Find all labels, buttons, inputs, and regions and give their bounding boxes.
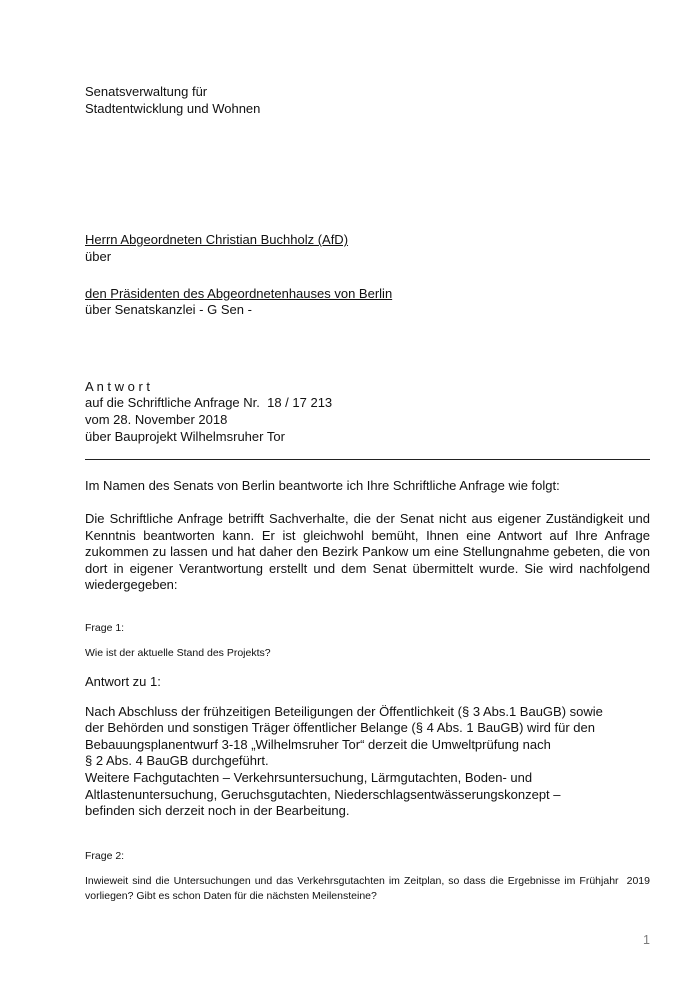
sender-line-2: Stadtentwicklung und Wohnen — [85, 100, 261, 116]
subject-block — [85, 379, 650, 446]
answer-1-line: Bebauungsplanentwurf 3-18 „Wilhelmsruher Tor“ derzeit die Umweltprüfung nach — [85, 736, 551, 752]
question-2-text: Inwieweit sind die Untersuchungen und das Verkehrsgutachten im Zeitplan, so dass die Ergebnisse im Frühjahr 2019 vorliegen? Gibt es schon Daten für die nächsten Meilensteine? — [85, 875, 653, 902]
preliminary-remark-paragraph: Die Schriftliche Anfrage betrifft Sachverhalte, die der Senat nicht aus eigener Zuständigkeit und Kenntnis beantworten kann. Er ist gleichwohl bemüht, Ihnen eine Antwort auf Ihre Anfrage zukommen zu lassen und hat daher den Bezirk Pankow um eine Stellungnahme gebeten, die von dort in eigener Verantwortung erstellt und dem Senat übermittelt wurde. Sie wird nachfolgend wiedergegeben: — [85, 510, 650, 593]
answer-1-line: Weitere Fachgutachten – Verkehrsuntersuchung, Lärmgutachten, Boden- und — [85, 770, 533, 786]
recipient-address-block — [85, 232, 650, 319]
question-2-label: Frage 2: — [85, 849, 125, 862]
page-number: 1 — [643, 933, 650, 947]
answer-1-paragraph — [85, 704, 650, 820]
recipient-president-line: den Präsidenten des Abgeordnetenhauses von Berlin — [85, 285, 393, 301]
document-title: A n t w o r t — [85, 378, 151, 394]
answer-1-line: Nach Abschluss der frühzeitigen Beteiligungen der Öffentlichkeit (§ 3 Abs.1 BauGB) sowie — [85, 703, 603, 719]
recipient-name: Herrn Abgeordneten Christian Buchholz (AfD) — [85, 232, 349, 248]
recipient-senate-chancellery-line: über Senatskanzlei - G Sen - — [85, 302, 252, 318]
answer-1-line: der Behörden und sonstigen Träger öffentlicher Belange (§ 4 Abs. 1 BauGB) wird für den — [85, 720, 595, 736]
sender-address-block — [85, 84, 650, 117]
question-1-text: Wie ist der aktuelle Stand des Projekts? — [85, 647, 271, 660]
inquiry-date-line: vom 28. November 2018 — [85, 412, 228, 427]
inquiry-topic-line: über Bauprojekt Wilhelmsruher Tor — [85, 428, 285, 444]
inquiry-number-line: auf die Schriftliche Anfrage Nr. 18 / 17 213 — [85, 395, 333, 411]
answer-1-label: Antwort zu 1: — [85, 673, 161, 689]
answer-1-line: Altlastenuntersuchung, Geruchsgutachten, Niederschlagsentwässerungskonzept – — [85, 786, 561, 802]
intro-sentence: Im Namen des Senats von Berlin beantworte ich Ihre Schriftliche Anfrage wie folgt: — [85, 478, 560, 494]
recipient-via: über — [85, 248, 112, 264]
question-1-label: Frage 1: — [85, 622, 125, 634]
answer-1-line: § 2 Abs. 4 BauGB durchgeführt. — [85, 753, 269, 769]
answer-1-line: befinden sich derzeit noch in der Bearbeitung. — [85, 803, 350, 819]
horizontal-divider — [85, 459, 650, 460]
sender-line-1: Senatsverwaltung für — [85, 84, 208, 99]
